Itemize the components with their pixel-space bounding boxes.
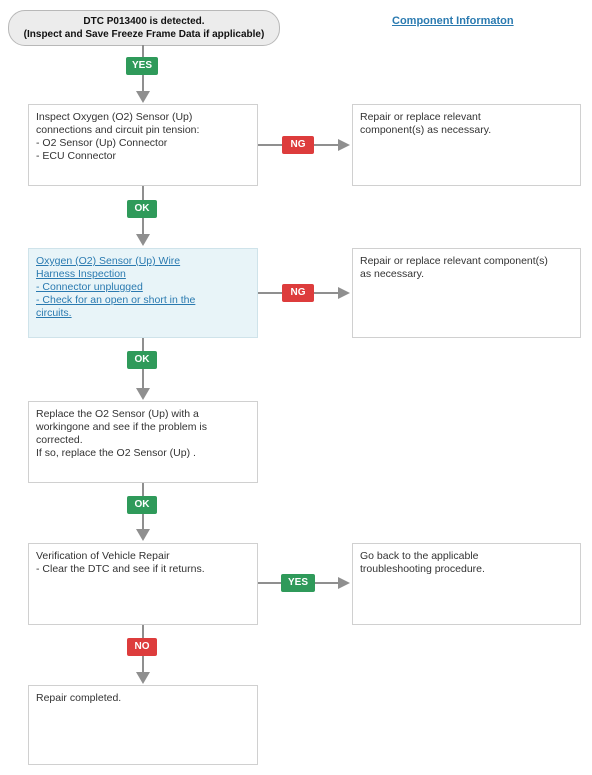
repair-step-2 bbox=[352, 248, 581, 338]
step-text: Verification of Vehicle Repair bbox=[36, 550, 170, 562]
step-text: Repair or replace relevant bbox=[360, 111, 481, 123]
yes-label-2: YES bbox=[281, 574, 315, 592]
repair-step-1 bbox=[352, 104, 581, 186]
wire-harness-link[interactable]: Harness Inspection bbox=[36, 268, 126, 280]
step-text: Repair completed. bbox=[36, 692, 122, 704]
go-back-step bbox=[352, 543, 581, 625]
arrow-down-icon bbox=[136, 529, 150, 541]
arrow-down-icon bbox=[136, 91, 150, 103]
open-short-check-link[interactable]: circuits. bbox=[36, 307, 72, 319]
component-information-link[interactable]: Component Informaton bbox=[392, 15, 514, 27]
arrow-right-icon bbox=[338, 139, 350, 151]
step-text: Repair or replace relevant component(s) bbox=[360, 255, 548, 267]
arrow-down-icon bbox=[136, 388, 150, 400]
wire-harness-link[interactable]: Oxygen (O2) Sensor (Up) Wire bbox=[36, 255, 181, 267]
step-text: troubleshooting procedure. bbox=[360, 563, 485, 575]
replace-sensor-step bbox=[28, 401, 258, 483]
start-line-1: DTC P013400 is detected. bbox=[83, 16, 205, 27]
yes-label-1: YES bbox=[126, 57, 158, 75]
ok-label-3: OK bbox=[127, 496, 157, 514]
step-text: connections and circuit pin tension: bbox=[36, 124, 200, 136]
step-text: workingone and see if the problem is bbox=[36, 421, 208, 433]
ok-label-2: OK bbox=[127, 351, 157, 369]
start-node bbox=[8, 10, 280, 46]
inspect-connections-step bbox=[28, 104, 258, 186]
step-text: Go back to the applicable bbox=[360, 550, 479, 562]
step-text: - Clear the DTC and see if it returns. bbox=[36, 563, 205, 575]
step-text: as necessary. bbox=[360, 268, 424, 280]
no-label-1: NO bbox=[127, 638, 157, 656]
step-text: If so, replace the O2 Sensor (Up) . bbox=[36, 447, 196, 459]
repair-completed-step bbox=[28, 685, 258, 765]
step-text: - ECU Connector bbox=[36, 150, 116, 162]
connector-unplugged-link[interactable]: - Connector unplugged bbox=[36, 281, 143, 293]
step-text: - O2 Sensor (Up) Connector bbox=[36, 137, 168, 149]
arrow-down-icon bbox=[136, 234, 150, 246]
arrow-right-icon bbox=[338, 577, 350, 589]
ok-label-1: OK bbox=[127, 200, 157, 218]
wire-harness-inspection-step bbox=[28, 248, 258, 338]
ng-label-1: NG bbox=[282, 136, 314, 154]
step-text: Inspect Oxygen (O2) Sensor (Up) bbox=[36, 111, 193, 123]
arrow-right-icon bbox=[338, 287, 350, 299]
step-text: component(s) as necessary. bbox=[360, 124, 492, 136]
step-text: Replace the O2 Sensor (Up) with a bbox=[36, 408, 199, 420]
ng-label-2: NG bbox=[282, 284, 314, 302]
arrow-down-icon bbox=[136, 672, 150, 684]
start-line-2: (Inspect and Save Freeze Frame Data if applicable) bbox=[23, 29, 265, 40]
step-text: corrected. bbox=[36, 434, 83, 446]
open-short-check-link[interactable]: - Check for an open or short in the bbox=[36, 294, 196, 306]
verification-step bbox=[28, 543, 258, 625]
